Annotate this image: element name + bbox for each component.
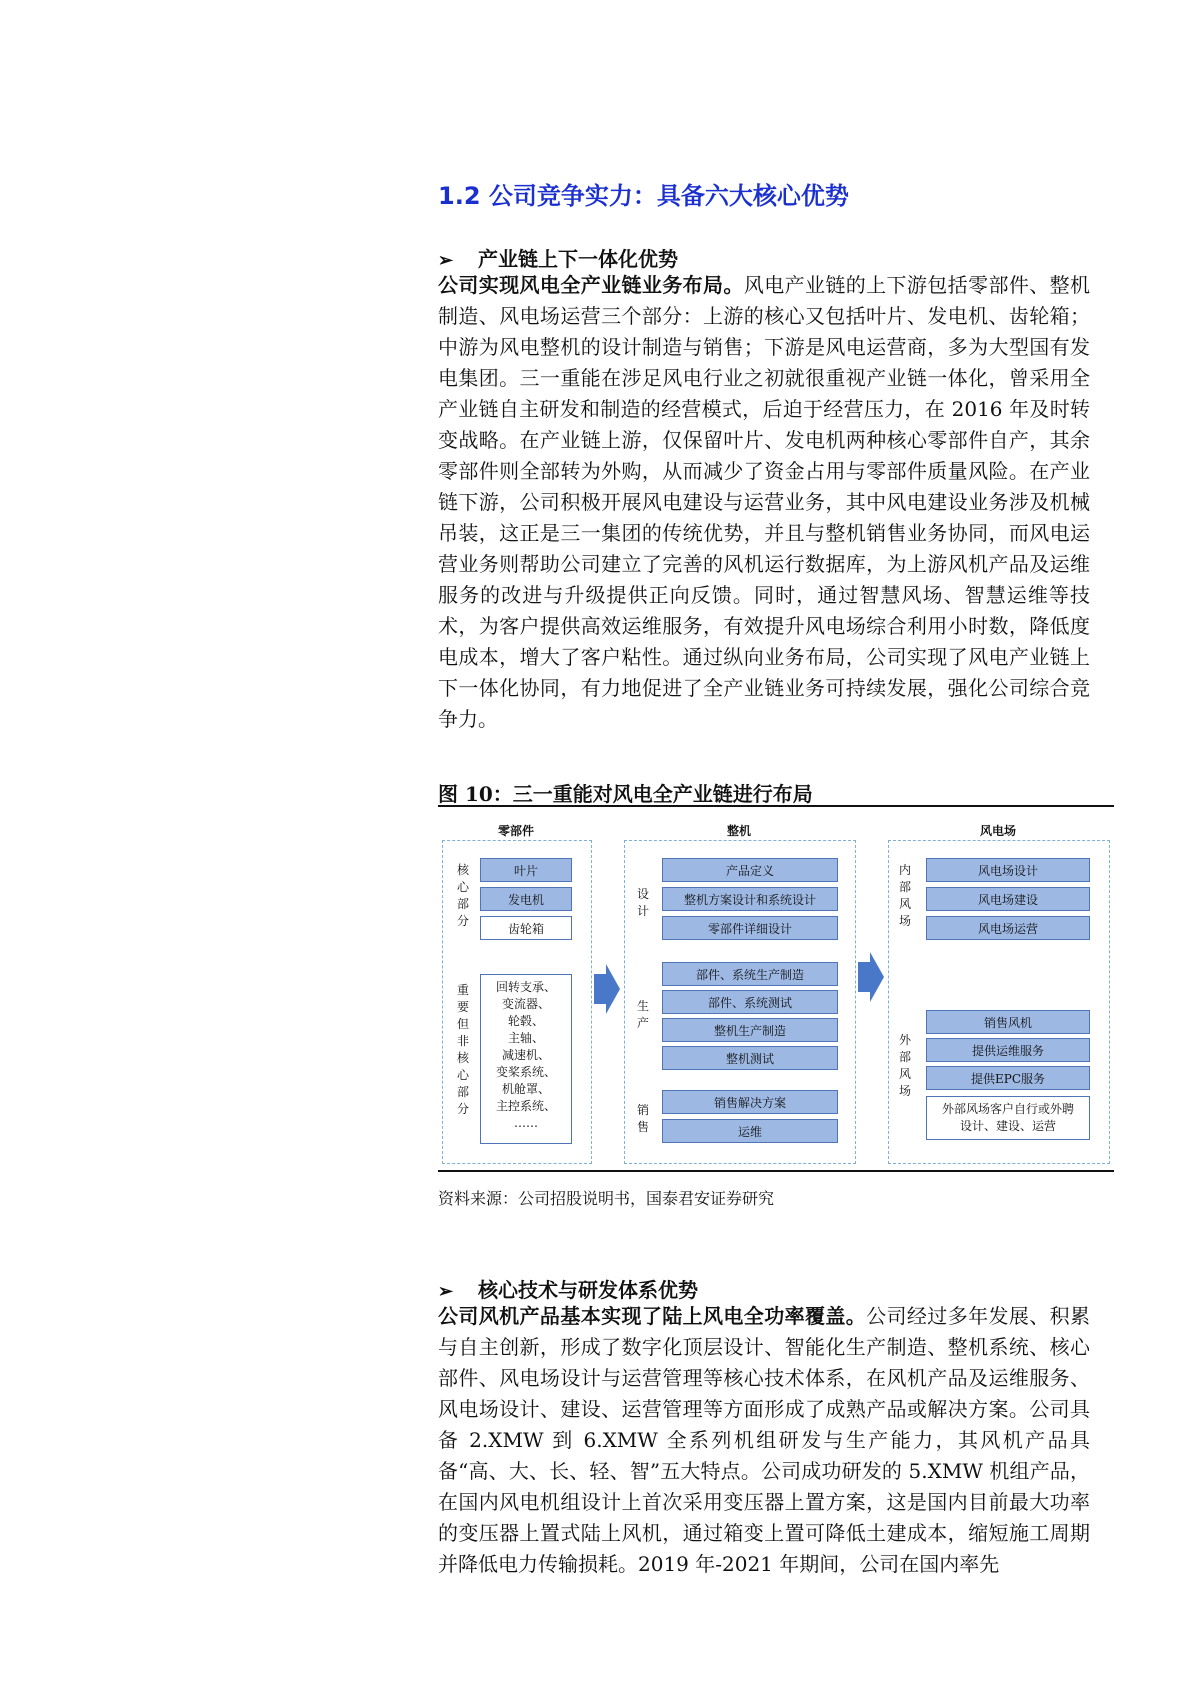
- list-item: ……: [514, 1116, 538, 1130]
- industry-chain-diagram: [440, 814, 1110, 1164]
- box-production-item: 整机生产制造: [662, 1018, 838, 1042]
- panel-turbine-title: 整机: [726, 824, 751, 838]
- bullet-text: 产业链上下一体化优势: [478, 247, 678, 271]
- box-internal-item: 风电场设计: [926, 858, 1090, 882]
- note-line: 设计、建设、运营: [959, 1119, 1056, 1133]
- box-internal-item: 风电场运营: [926, 916, 1090, 940]
- box-production-item: 部件、系统测试: [662, 990, 838, 1014]
- figure-source: 资料来源：公司招股说明书，国泰君安证券研究: [438, 1189, 775, 1208]
- bullet-heading-tech: [438, 1274, 698, 1303]
- box-external-item: 提供EPC服务: [926, 1066, 1090, 1090]
- list-item: 主控系统、: [495, 1099, 556, 1113]
- box-core-item: 叶片: [480, 858, 572, 882]
- box-sales-item: 运维: [662, 1119, 838, 1143]
- list-item: 主轴、: [507, 1031, 544, 1045]
- bullet-heading-industry-chain: [438, 243, 678, 272]
- paragraph-body: 公司经过多年发展、积累与自主创新，形成了数字化顶层设计、智能化生产制造、整机系统、核心部件、风电场设计与运营管理等核心技术体系，在风机产品及运维服务、风电场设计、建设、运营管理等方面形成了成熟产品或解决方案。公司具备 2.XMW 到 6.XMW 全系列机组研发与生产能力，其风机产品具备“高、大、长、轻、智”五大特点。公司成功研发的 5.XMW 机组产品，在国内风电机组设计上首次采用变压器上置方案，这是国内目前最大功率的变压器上置式陆上风机，通过箱变上置可降低土建成本，缩短施工周期并降低电力传输损耗。2019 年-2021 年期间，公司在国内率先: [438, 1304, 1091, 1576]
- arrow-bullet-icon: ➢: [438, 1281, 454, 1302]
- box-core-item: 发电机: [480, 887, 572, 911]
- box-external-note: [926, 1096, 1090, 1140]
- box-external-item: 销售风机: [926, 1010, 1090, 1034]
- box-internal-item: 风电场建设: [926, 887, 1090, 911]
- flow-arrow-icon: [592, 962, 622, 1016]
- bullet-text: 核心技术与研发体系优势: [478, 1278, 698, 1302]
- box-core-item: 齿轮箱: [480, 916, 572, 940]
- note-line: 外部风场客户自行或外聘: [941, 1102, 1074, 1116]
- label-internal-farm: 内部风场: [898, 863, 911, 928]
- box-production-item: 部件、系统生产制造: [662, 962, 838, 986]
- label-sales: 销售: [636, 1103, 649, 1134]
- box-design-item: 整机方案设计和系统设计: [662, 887, 838, 911]
- box-non-core-list: [480, 974, 572, 1144]
- list-item: 机舱罩、: [501, 1082, 550, 1096]
- section-title: 1.2 公司竞争实力：具备六大核心优势: [438, 182, 849, 210]
- figure-top-rule: [438, 805, 1114, 807]
- box-sales-item: 销售解决方案: [662, 1090, 838, 1114]
- flow-arrow-icon: [856, 950, 886, 1004]
- label-production: 生产: [636, 999, 649, 1030]
- label-non-core-parts: 重要但非核心部分: [456, 983, 469, 1116]
- box-production-item: 整机测试: [662, 1046, 838, 1070]
- list-item: 轮毂、: [507, 1014, 544, 1028]
- list-item: 回转支承、: [495, 980, 556, 994]
- label-external-farm: 外部风场: [898, 1033, 911, 1098]
- figure-bottom-rule: [438, 1170, 1114, 1172]
- panel-parts-title: 零部件: [497, 824, 534, 838]
- paragraph-lead: 公司实现风电全产业链业务布局。: [438, 273, 744, 297]
- list-item: 减速机、: [501, 1048, 550, 1062]
- panel-wind-farm-title: 风电场: [979, 824, 1016, 838]
- paragraph-tech: [438, 1301, 1090, 1580]
- label-core-parts: 核心部分: [456, 863, 469, 928]
- box-design-item: 产品定义: [662, 858, 838, 882]
- list-item: 变桨系统、: [495, 1065, 556, 1079]
- paragraph-body: 风电产业链的上下游包括零部件、整机制造、风电场运营三个部分：上游的核心又包括叶片、发电机、齿轮箱；中游为风电整机的设计制造与销售；下游是风电运营商，多为大型国有发电集团。三一重能在涉足风电行业之初就很重视产业链一体化，曾采用全产业链自主研发和制造的经营模式，后迫于经营压力，在 2016 年及时转变战略。在产业链上游，仅保留叶片、发电机两种核心零部件自产，其余零部件则全部转为外购，从而减少了资金占用与零部件质量风险。在产业链下游，公司积极开展风电建设与运营业务，其中风电建设业务涉及机械吊装，这正是三一集团的传统优势，并且与整机销售业务协同，而风电运营业务则帮助公司建立了完善的风机运行数据库，为上游风机产品及运维服务的改进与升级提供正向反馈。同时，通过智慧风场、智慧运维等技术，为客户提供高效运维服务，有效提升风电场综合利用小时数，降低度电成本，增大了客户粘性。通过纵向业务布局，公司实现了风电产业链上下一体化协同，有力地促进了全产业链业务可持续发展，强化公司综合竞争力。: [438, 273, 1091, 731]
- label-design: 设计: [636, 887, 649, 918]
- box-design-item: 零部件详细设计: [662, 916, 838, 940]
- list-item: 变流器、: [501, 997, 550, 1011]
- arrow-bullet-icon: ➢: [438, 250, 454, 271]
- box-external-item: 提供运维服务: [926, 1038, 1090, 1062]
- paragraph-industry-chain: [438, 270, 1090, 735]
- paragraph-lead: 公司风机产品基本实现了陆上风电全功率覆盖。: [438, 1304, 867, 1328]
- figure-title: 图 10：三一重能对风电全产业链进行布局: [438, 782, 813, 806]
